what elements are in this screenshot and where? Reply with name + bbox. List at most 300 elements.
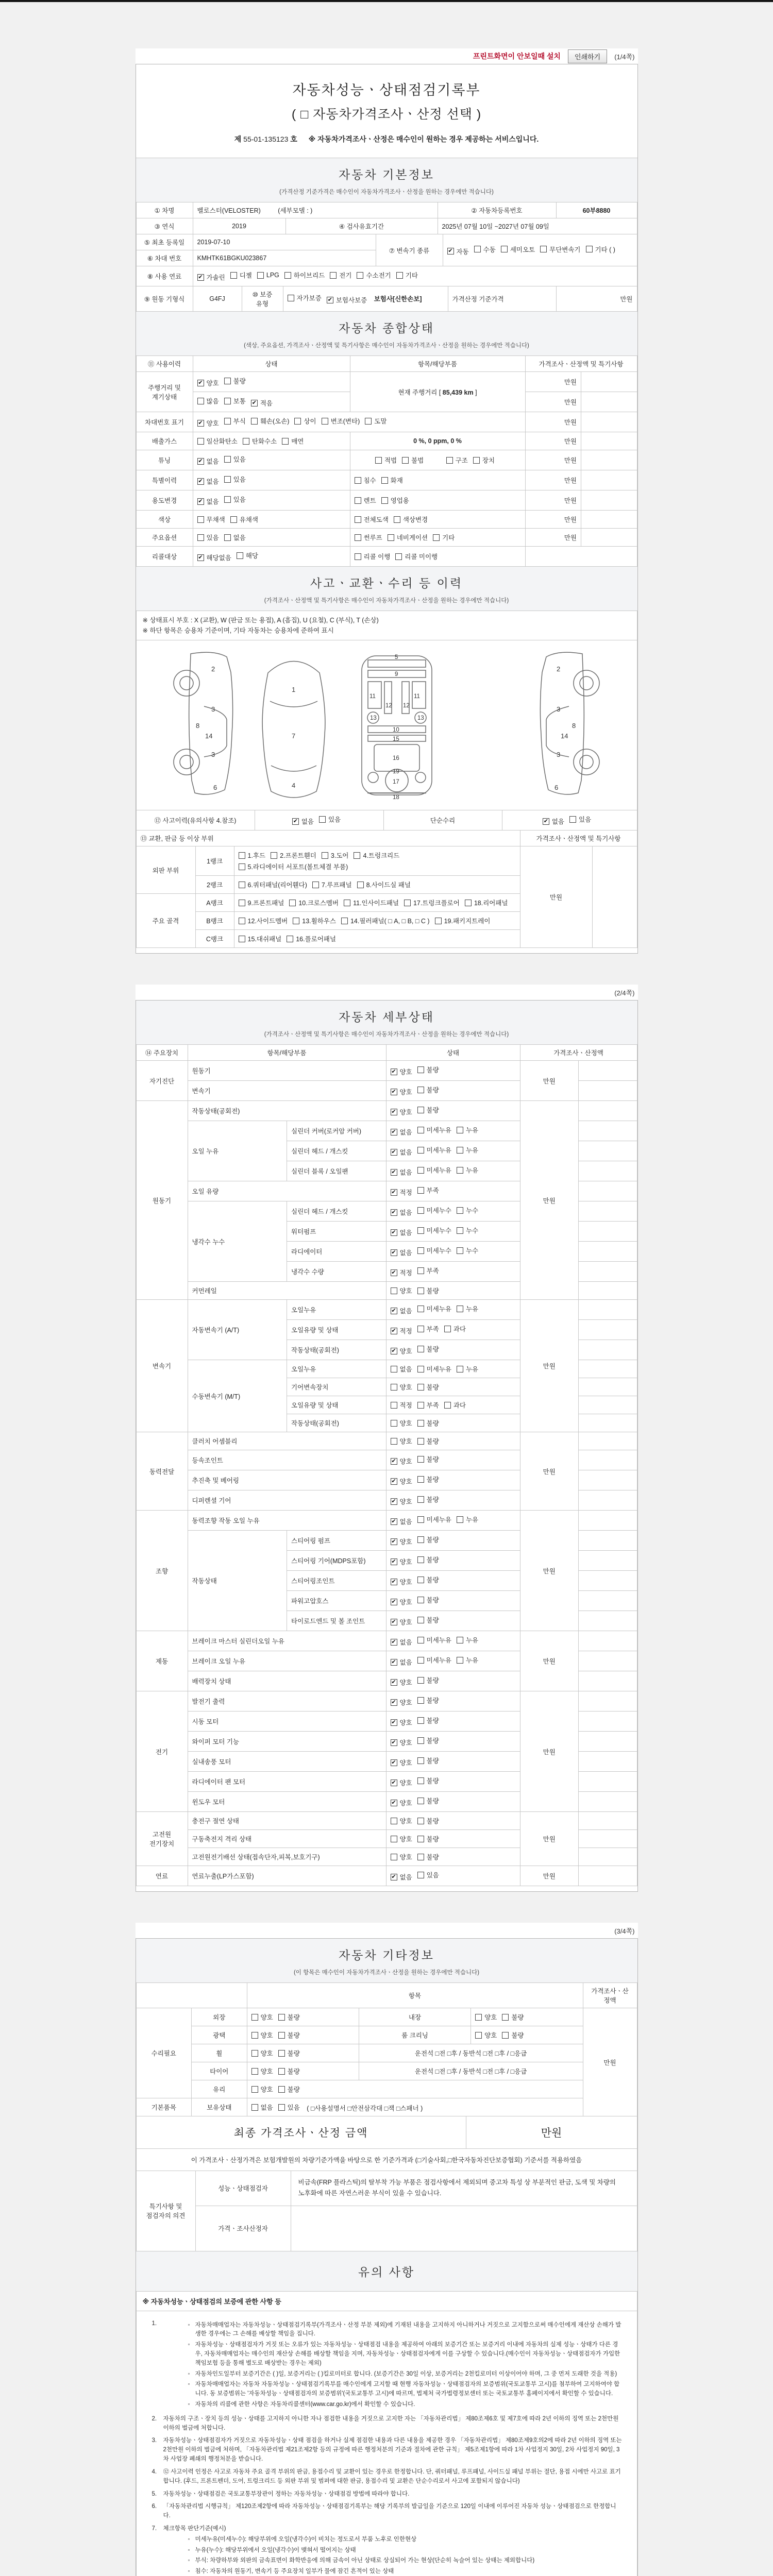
checkbox-icon[interactable] xyxy=(457,1167,463,1174)
checkbox-option[interactable] xyxy=(417,1382,439,1392)
checkbox-option[interactable] xyxy=(417,1400,439,1410)
checkbox-option[interactable] xyxy=(239,916,288,925)
checkbox-option[interactable] xyxy=(284,270,325,280)
checkbox-checked-icon[interactable]: ✔ xyxy=(198,379,203,386)
checkbox-option[interactable] xyxy=(391,1497,412,1506)
checkbox-option[interactable] xyxy=(355,515,389,524)
checkbox-icon[interactable] xyxy=(391,1402,397,1409)
checkbox-option[interactable] xyxy=(224,474,246,484)
checkbox-icon[interactable] xyxy=(224,456,231,463)
checkbox-option[interactable] xyxy=(322,416,360,426)
checkbox-option[interactable] xyxy=(417,1324,439,1333)
checkbox-option[interactable] xyxy=(391,1248,412,1257)
checkbox-icon[interactable] xyxy=(243,438,249,445)
checkbox-icon[interactable] xyxy=(417,1167,424,1174)
checkbox-icon[interactable] xyxy=(354,852,360,859)
checkbox-icon[interactable] xyxy=(319,816,326,823)
checkbox-option[interactable] xyxy=(271,851,316,860)
checkbox-option[interactable] xyxy=(417,1436,439,1446)
checkbox-icon[interactable] xyxy=(457,1306,463,1312)
checkbox-checked-icon[interactable]: ✔ xyxy=(391,1699,396,1705)
checkbox-option[interactable] xyxy=(473,455,495,465)
checkbox-option[interactable] xyxy=(417,1736,439,1745)
checkbox-icon[interactable] xyxy=(417,1267,424,1274)
checkbox-icon[interactable] xyxy=(322,852,328,859)
checkbox-option[interactable] xyxy=(251,2048,273,2058)
checkbox-option[interactable] xyxy=(457,1125,478,1134)
checkbox-option[interactable] xyxy=(586,245,615,254)
checkbox-option[interactable] xyxy=(457,1635,478,1645)
checkbox-icon[interactable] xyxy=(404,900,411,906)
checkbox-option[interactable] xyxy=(457,1165,478,1175)
checkbox-option[interactable] xyxy=(417,1304,451,1313)
checkbox-option[interactable] xyxy=(417,1185,439,1195)
checkbox-option[interactable] xyxy=(391,1718,412,1727)
checkbox-icon[interactable] xyxy=(417,1536,424,1543)
checkbox-option[interactable] xyxy=(224,495,246,504)
checkbox-option[interactable] xyxy=(282,436,304,446)
checkbox-icon[interactable] xyxy=(357,272,363,279)
checkbox-checked-icon[interactable]: ✔ xyxy=(391,1759,396,1766)
checkbox-option[interactable] xyxy=(457,1246,478,1255)
checkbox-option[interactable] xyxy=(475,2012,497,2022)
checkbox-checked-icon[interactable]: ✔ xyxy=(448,248,453,254)
checkbox-icon[interactable] xyxy=(278,2032,285,2039)
checkbox-icon[interactable] xyxy=(224,534,231,541)
checkbox-option[interactable] xyxy=(417,1655,451,1665)
checkbox-checked-icon[interactable]: ✔ xyxy=(391,1327,396,1334)
checkbox-option[interactable] xyxy=(475,2030,497,2040)
checkbox-icon[interactable] xyxy=(293,918,299,924)
checkbox-icon[interactable] xyxy=(417,1818,424,1824)
checkbox-icon[interactable] xyxy=(251,2032,258,2039)
checkbox-checked-icon[interactable]: ✔ xyxy=(391,1229,396,1235)
checkbox-option[interactable] xyxy=(465,898,508,907)
checkbox-icon[interactable] xyxy=(224,378,231,384)
checkbox-icon[interactable] xyxy=(287,936,293,942)
checkbox-option[interactable] xyxy=(289,898,339,907)
checkbox-icon[interactable] xyxy=(457,1516,463,1523)
checkbox-checked-icon[interactable]: ✔ xyxy=(391,1578,396,1585)
checkbox-option[interactable] xyxy=(239,862,348,871)
checkbox-checked-icon[interactable]: ✔ xyxy=(198,419,203,426)
checkbox-option[interactable] xyxy=(257,272,279,279)
checkbox-icon[interactable] xyxy=(381,477,388,484)
checkbox-option[interactable] xyxy=(381,496,409,505)
checkbox-option[interactable] xyxy=(417,1675,439,1685)
checkbox-icon[interactable] xyxy=(417,1556,424,1563)
checkbox-option[interactable] xyxy=(224,376,246,385)
checkbox-icon[interactable] xyxy=(388,534,394,541)
checkbox-option[interactable] xyxy=(251,416,290,426)
checkbox-icon[interactable] xyxy=(417,1287,424,1294)
checkbox-option[interactable] xyxy=(417,1696,439,1705)
checkbox-option[interactable] xyxy=(357,270,391,280)
print-button[interactable]: 인쇄하기 xyxy=(568,49,607,63)
checkbox-icon[interactable] xyxy=(278,2104,285,2111)
checkbox-icon[interactable] xyxy=(417,1476,424,1483)
checkbox-icon[interactable] xyxy=(355,477,361,484)
checkbox-checked-icon[interactable]: ✔ xyxy=(391,1679,396,1685)
checkbox-option[interactable] xyxy=(391,1557,412,1566)
checkbox-option[interactable] xyxy=(391,1228,412,1237)
checkbox-icon[interactable] xyxy=(417,1384,424,1391)
checkbox-checked-icon[interactable]: ✔ xyxy=(391,1558,396,1565)
checkbox-icon[interactable] xyxy=(417,1777,424,1784)
checkbox-icon[interactable] xyxy=(271,852,277,859)
checkbox-option[interactable] xyxy=(417,1344,439,1353)
checkbox-icon[interactable] xyxy=(237,552,243,559)
checkbox-option[interactable] xyxy=(278,2103,300,2112)
checkbox-checked-icon[interactable]: ✔ xyxy=(391,1498,396,1504)
checkbox-option[interactable] xyxy=(391,1698,412,1707)
checkbox-option[interactable] xyxy=(197,418,219,428)
checkbox-option[interactable] xyxy=(251,2030,273,2040)
checkbox-option[interactable] xyxy=(355,496,376,505)
checkbox-icon[interactable] xyxy=(457,1657,463,1664)
checkbox-option[interactable] xyxy=(391,1872,412,1882)
checkbox-option[interactable] xyxy=(391,1067,412,1076)
checkbox-checked-icon[interactable]: ✔ xyxy=(251,399,257,406)
checkbox-icon[interactable] xyxy=(446,457,453,464)
checkbox-option[interactable] xyxy=(224,396,246,405)
checkbox-icon[interactable] xyxy=(294,418,301,425)
checkbox-icon[interactable] xyxy=(457,1227,463,1234)
checkbox-icon[interactable] xyxy=(391,1438,397,1445)
checkbox-option[interactable] xyxy=(417,1776,439,1785)
checkbox-icon[interactable] xyxy=(586,246,593,252)
checkbox-option[interactable] xyxy=(391,1306,412,1315)
checkbox-icon[interactable] xyxy=(288,295,294,301)
checkbox-option[interactable] xyxy=(417,1206,451,1215)
checkbox-icon[interactable] xyxy=(251,2068,258,2075)
checkbox-icon[interactable] xyxy=(417,1496,424,1503)
checkbox-option[interactable] xyxy=(391,1127,412,1137)
checkbox-checked-icon[interactable]: ✔ xyxy=(391,1779,396,1786)
checkbox-option[interactable] xyxy=(278,2030,300,2040)
checkbox-checked-icon[interactable]: ✔ xyxy=(391,1799,396,1806)
checkbox-checked-icon[interactable]: ✔ xyxy=(391,1168,396,1175)
checkbox-option[interactable] xyxy=(391,1188,412,1197)
checkbox-option[interactable] xyxy=(540,245,580,254)
checkbox-icon[interactable] xyxy=(355,534,361,541)
checkbox-option[interactable] xyxy=(417,1226,451,1235)
checkbox-option[interactable] xyxy=(391,1657,412,1667)
checkbox-option[interactable] xyxy=(502,2012,524,2022)
checkbox-icon[interactable] xyxy=(474,246,481,252)
checkbox-option[interactable] xyxy=(457,1364,478,1374)
checkbox-option[interactable] xyxy=(417,1495,439,1504)
checkbox-option[interactable] xyxy=(457,1226,478,1235)
checkbox-icon[interactable] xyxy=(355,497,361,504)
checkbox-checked-icon[interactable]: ✔ xyxy=(391,1209,396,1215)
checkbox-icon[interactable] xyxy=(457,1247,463,1254)
checkbox-icon[interactable] xyxy=(457,1637,463,1643)
checkbox-icon[interactable] xyxy=(540,246,547,252)
checkbox-icon[interactable] xyxy=(473,457,480,464)
checkbox-icon[interactable] xyxy=(417,1717,424,1724)
checkbox-option[interactable] xyxy=(355,533,382,542)
checkbox-icon[interactable] xyxy=(417,1657,424,1664)
checkbox-icon[interactable] xyxy=(444,1326,451,1332)
checkbox-option[interactable] xyxy=(391,1364,412,1374)
checkbox-icon[interactable] xyxy=(417,1087,424,1093)
checkbox-checked-icon[interactable]: ✔ xyxy=(391,1618,396,1625)
checkbox-icon[interactable] xyxy=(278,2086,285,2093)
checkbox-icon[interactable] xyxy=(355,516,361,523)
checkbox-option[interactable] xyxy=(224,533,246,542)
checkbox-option[interactable] xyxy=(391,1400,412,1410)
checkbox-option[interactable] xyxy=(391,1758,412,1767)
checkbox-icon[interactable] xyxy=(444,1402,451,1409)
checkbox-option[interactable] xyxy=(239,851,266,860)
checkbox-icon[interactable] xyxy=(417,1227,424,1234)
checkbox-option[interactable] xyxy=(224,416,246,426)
checkbox-icon[interactable] xyxy=(395,553,402,560)
checkbox-option[interactable] xyxy=(197,533,219,542)
checkbox-option[interactable] xyxy=(344,898,399,907)
checkbox-option[interactable] xyxy=(391,1147,412,1157)
checkbox-option[interactable] xyxy=(417,1246,451,1255)
checkbox-icon[interactable] xyxy=(569,816,576,823)
checkbox-option[interactable] xyxy=(391,1517,412,1526)
checkbox-option[interactable] xyxy=(251,398,273,408)
checkbox-option[interactable] xyxy=(391,1286,412,1295)
checkbox-checked-icon[interactable]: ✔ xyxy=(391,1108,396,1115)
checkbox-checked-icon[interactable]: ✔ xyxy=(391,1873,396,1880)
checkbox-option[interactable] xyxy=(417,1756,439,1765)
checkbox-icon[interactable] xyxy=(417,1637,424,1643)
checkbox-icon[interactable] xyxy=(355,553,361,560)
checkbox-icon[interactable] xyxy=(457,1147,463,1154)
checkbox-option[interactable] xyxy=(474,245,496,254)
checkbox-option[interactable] xyxy=(391,1167,412,1177)
checkbox-option[interactable] xyxy=(197,497,219,506)
checkbox-icon[interactable] xyxy=(417,1326,424,1332)
checkbox-option[interactable] xyxy=(417,1418,439,1428)
checkbox-icon[interactable] xyxy=(391,1287,397,1294)
checkbox-icon[interactable] xyxy=(251,2050,258,2057)
checkbox-icon[interactable] xyxy=(230,516,237,523)
checkbox-checked-icon[interactable]: ✔ xyxy=(198,457,203,464)
checkbox-icon[interactable] xyxy=(417,1836,424,1842)
checkbox-option[interactable] xyxy=(404,898,460,907)
checkbox-icon[interactable] xyxy=(239,918,245,924)
checkbox-option[interactable] xyxy=(287,934,336,943)
checkbox-option[interactable] xyxy=(330,270,351,280)
checkbox-checked-icon[interactable]: ✔ xyxy=(391,1068,396,1075)
checkbox-option[interactable] xyxy=(391,1456,412,1466)
checkbox-checked-icon[interactable]: ✔ xyxy=(391,1518,396,1524)
checkbox-icon[interactable] xyxy=(224,398,231,404)
checkbox-option[interactable] xyxy=(237,551,258,560)
checkbox-option[interactable] xyxy=(197,273,225,282)
checkbox-option[interactable] xyxy=(391,1677,412,1687)
checkbox-icon[interactable] xyxy=(239,882,245,888)
checkbox-icon[interactable] xyxy=(457,1127,463,1133)
checkbox-option[interactable] xyxy=(239,880,307,889)
checkbox-option[interactable] xyxy=(224,454,246,464)
checkbox-option[interactable] xyxy=(417,1870,439,1879)
checkbox-checked-icon[interactable]: ✔ xyxy=(391,1347,396,1354)
checkbox-icon[interactable] xyxy=(224,476,231,483)
checkbox-option[interactable] xyxy=(444,1400,466,1410)
checkbox-option[interactable] xyxy=(251,2103,273,2112)
checkbox-option[interactable] xyxy=(251,2066,273,2076)
checkbox-checked-icon[interactable]: ✔ xyxy=(391,1739,396,1745)
checkbox-icon[interactable] xyxy=(417,1597,424,1603)
checkbox-icon[interactable] xyxy=(417,1306,424,1312)
checkbox-checked-icon[interactable]: ✔ xyxy=(391,1249,396,1256)
checkbox-icon[interactable] xyxy=(417,1207,424,1214)
checkbox-option[interactable] xyxy=(381,476,403,485)
checkbox-option[interactable] xyxy=(543,817,564,826)
checkbox-option[interactable] xyxy=(355,552,391,561)
checkbox-icon[interactable] xyxy=(391,1818,397,1824)
checkbox-icon[interactable] xyxy=(417,1798,424,1804)
checkbox-option[interactable] xyxy=(391,1738,412,1747)
checkbox-option[interactable] xyxy=(417,1105,439,1114)
checkbox-icon[interactable] xyxy=(417,1346,424,1352)
checkbox-icon[interactable] xyxy=(417,1420,424,1427)
checkbox-icon[interactable] xyxy=(365,418,372,425)
checkbox-option[interactable] xyxy=(278,2066,300,2076)
checkbox-option[interactable] xyxy=(417,1266,439,1275)
checkbox-icon[interactable] xyxy=(391,1854,397,1860)
checkbox-checked-icon[interactable]: ✔ xyxy=(391,1478,396,1484)
checkbox-icon[interactable] xyxy=(322,418,328,425)
checkbox-option[interactable] xyxy=(391,1617,412,1626)
checkbox-option[interactable] xyxy=(417,1125,451,1134)
checkbox-option[interactable] xyxy=(417,1595,439,1604)
checkbox-icon[interactable] xyxy=(239,852,245,859)
checkbox-checked-icon[interactable]: ✔ xyxy=(543,818,548,824)
checkbox-icon[interactable] xyxy=(417,1147,424,1154)
checkbox-icon[interactable] xyxy=(251,2014,258,2021)
checkbox-option[interactable] xyxy=(251,2012,273,2022)
checkbox-option[interactable] xyxy=(417,1796,439,1805)
checkbox-checked-icon[interactable]: ✔ xyxy=(391,1269,396,1276)
checkbox-icon[interactable] xyxy=(239,863,245,870)
checkbox-option[interactable] xyxy=(394,515,428,524)
checkbox-checked-icon[interactable]: ✔ xyxy=(391,1719,396,1725)
checkbox-option[interactable] xyxy=(197,515,225,524)
checkbox-option[interactable] xyxy=(391,1852,412,1861)
checkbox-icon[interactable] xyxy=(417,1697,424,1704)
checkbox-option[interactable] xyxy=(357,880,411,889)
checkbox-icon[interactable] xyxy=(396,272,403,279)
checkbox-icon[interactable] xyxy=(278,2068,285,2075)
checkbox-option[interactable] xyxy=(391,1477,412,1486)
checkbox-option[interactable] xyxy=(391,1637,412,1647)
checkbox-checked-icon[interactable]: ✔ xyxy=(198,554,203,561)
checkbox-option[interactable] xyxy=(197,396,219,405)
checkbox-icon[interactable] xyxy=(465,900,472,906)
checkbox-option[interactable] xyxy=(417,1475,439,1484)
checkbox-icon[interactable] xyxy=(391,1384,397,1391)
checkbox-checked-icon[interactable]: ✔ xyxy=(391,1088,396,1095)
checkbox-icon[interactable] xyxy=(394,516,400,523)
checkbox-icon[interactable] xyxy=(457,1366,463,1372)
checkbox-option[interactable] xyxy=(322,851,349,860)
checkbox-option[interactable] xyxy=(243,436,277,446)
checkbox-option[interactable] xyxy=(569,815,591,824)
checkbox-option[interactable] xyxy=(388,533,428,542)
checkbox-option[interactable] xyxy=(230,515,258,524)
checkbox-option[interactable] xyxy=(417,1635,451,1645)
checkbox-option[interactable] xyxy=(457,1145,478,1155)
checkbox-icon[interactable] xyxy=(312,882,319,888)
checkbox-option[interactable] xyxy=(433,533,455,542)
checkbox-option[interactable] xyxy=(402,455,424,465)
checkbox-icon[interactable] xyxy=(417,1757,424,1764)
checkbox-option[interactable] xyxy=(197,456,219,466)
checkbox-option[interactable] xyxy=(417,1454,439,1464)
checkbox-checked-icon[interactable]: ✔ xyxy=(391,1307,396,1314)
checkbox-option[interactable] xyxy=(239,898,284,907)
checkbox-option[interactable] xyxy=(501,245,535,254)
checkbox-icon[interactable] xyxy=(239,936,245,942)
checkbox-icon[interactable] xyxy=(251,418,258,425)
checkbox-option[interactable] xyxy=(327,295,367,304)
checkbox-icon[interactable] xyxy=(284,272,291,279)
checkbox-option[interactable] xyxy=(391,1436,412,1446)
checkbox-option[interactable] xyxy=(319,815,341,824)
checkbox-icon[interactable] xyxy=(457,1207,463,1214)
checkbox-option[interactable] xyxy=(391,1834,412,1843)
checkbox-checked-icon[interactable]: ✔ xyxy=(391,1538,396,1545)
checkbox-option[interactable] xyxy=(197,436,238,446)
checkbox-icon[interactable] xyxy=(417,1854,424,1860)
checkbox-checked-icon[interactable]: ✔ xyxy=(198,478,203,484)
checkbox-icon[interactable] xyxy=(357,882,364,888)
checkbox-icon[interactable] xyxy=(289,900,296,906)
checkbox-option[interactable] xyxy=(230,270,252,280)
checkbox-icon[interactable] xyxy=(330,272,337,279)
checkbox-option[interactable] xyxy=(391,1778,412,1787)
checkbox-icon[interactable] xyxy=(197,516,204,523)
checkbox-checked-icon[interactable]: ✔ xyxy=(391,1189,396,1195)
checkbox-option[interactable] xyxy=(391,1577,412,1586)
checkbox-icon[interactable] xyxy=(278,2014,285,2021)
checkbox-icon[interactable] xyxy=(417,1456,424,1463)
checkbox-option[interactable] xyxy=(457,1304,478,1313)
checkbox-icon[interactable] xyxy=(417,1107,424,1113)
checkbox-option[interactable] xyxy=(391,1382,412,1392)
checkbox-option[interactable] xyxy=(197,477,219,486)
checkbox-option[interactable] xyxy=(417,1816,439,1825)
checkbox-option[interactable] xyxy=(391,1107,412,1116)
checkbox-option[interactable] xyxy=(312,880,352,889)
checkbox-option[interactable] xyxy=(391,1087,412,1096)
checkbox-option[interactable] xyxy=(417,1065,439,1074)
checkbox-icon[interactable] xyxy=(230,272,237,279)
checkbox-icon[interactable] xyxy=(417,1066,424,1073)
checkbox-icon[interactable] xyxy=(239,900,245,906)
checkbox-option[interactable] xyxy=(502,2030,524,2040)
checkbox-option[interactable] xyxy=(444,1324,466,1333)
checkbox-option[interactable] xyxy=(417,1085,439,1094)
checkbox-icon[interactable] xyxy=(501,246,508,252)
checkbox-option[interactable] xyxy=(365,416,386,426)
checkbox-icon[interactable] xyxy=(224,496,231,503)
checkbox-icon[interactable] xyxy=(417,1617,424,1623)
checkbox-icon[interactable] xyxy=(417,1187,424,1194)
checkbox-option[interactable] xyxy=(417,1834,439,1843)
checkbox-option[interactable] xyxy=(355,476,376,485)
checkbox-icon[interactable] xyxy=(417,1737,424,1744)
checkbox-icon[interactable] xyxy=(417,1872,424,1878)
